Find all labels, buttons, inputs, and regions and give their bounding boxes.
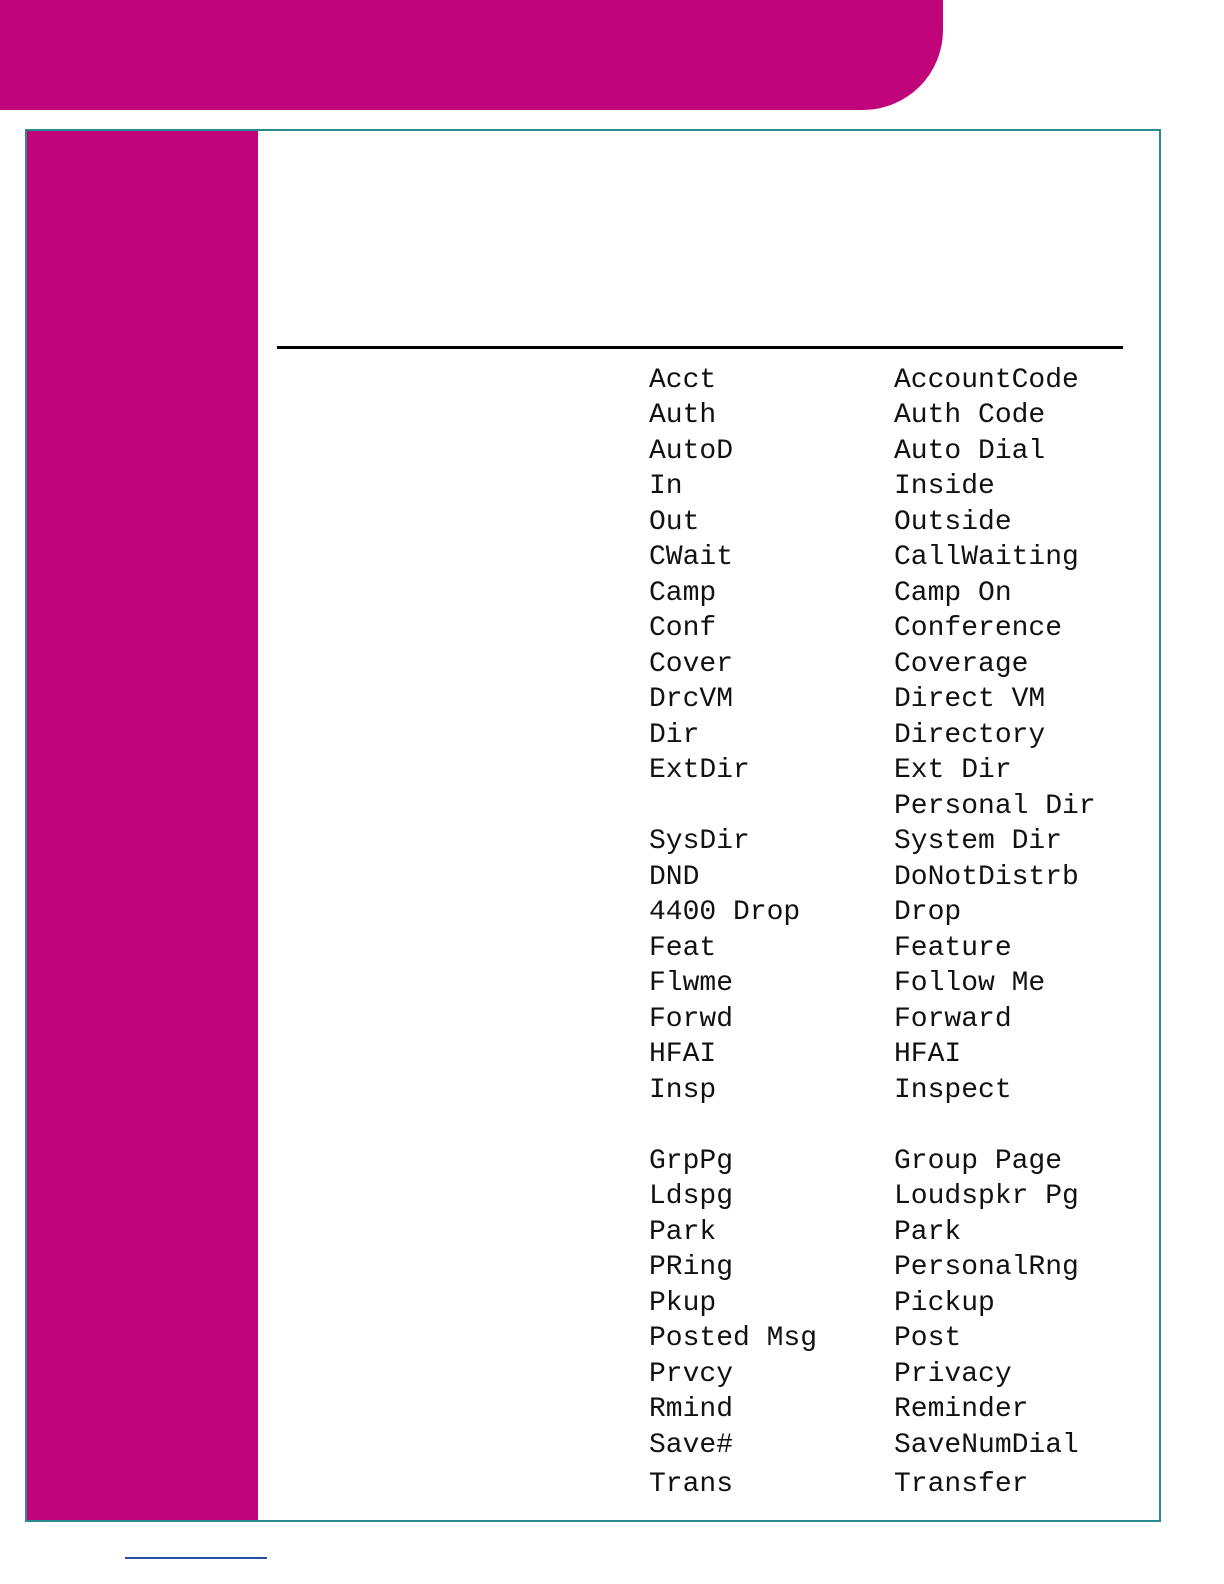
- feature-abbrev: Out: [649, 507, 700, 538]
- feature-abbrev: Forwd: [649, 1004, 734, 1035]
- feature-abbrev: Flwme: [649, 968, 734, 999]
- feature-abbrev: HFAI: [649, 1039, 717, 1070]
- feature-name: Inspect: [894, 1075, 1012, 1106]
- feature-abbrev: Rmind: [649, 1394, 734, 1425]
- feature-abbrev: SysDir: [649, 826, 750, 857]
- feature-name: Follow Me: [894, 968, 1046, 999]
- feature-name: Feature: [894, 933, 1012, 964]
- content-frame: [25, 129, 1161, 1522]
- feature-abbrev: Dir: [649, 720, 700, 751]
- feature-name: CallWaiting: [894, 542, 1079, 573]
- feature-abbrev: Insp: [649, 1075, 717, 1106]
- feature-abbrev: Cover: [649, 649, 734, 680]
- feature-name: SaveNumDial: [894, 1430, 1079, 1461]
- footer-rule: [125, 1557, 267, 1559]
- feature-name: Conference: [894, 613, 1063, 644]
- feature-name: Drop: [894, 897, 962, 928]
- feature-name: Privacy: [894, 1359, 1012, 1390]
- feature-abbrev: PRing: [649, 1252, 734, 1283]
- feature-name: Park: [894, 1217, 962, 1248]
- top-banner: [0, 0, 943, 110]
- feature-name: Outside: [894, 507, 1012, 538]
- feature-abbrev: Ldspg: [649, 1181, 734, 1212]
- feature-name: Coverage: [894, 649, 1029, 680]
- feature-abbrev: DND: [649, 862, 700, 893]
- feature-name: Post: [894, 1323, 962, 1354]
- feature-name: Auth Code: [894, 400, 1046, 431]
- feature-name: DoNotDistrb: [894, 862, 1079, 893]
- feature-name: PersonalRng: [894, 1252, 1079, 1283]
- feature-abbrev: Feat: [649, 933, 717, 964]
- feature-abbrev: 4400 Drop: [649, 897, 801, 928]
- feature-name: Pickup: [894, 1288, 995, 1319]
- feature-abbrev: Park: [649, 1217, 717, 1248]
- feature-name: Loudspkr Pg: [894, 1181, 1079, 1212]
- feature-name: AccountCode: [894, 365, 1079, 396]
- feature-abbrev: DrcVM: [649, 684, 734, 715]
- header-rule: [277, 346, 1123, 349]
- side-bar: [27, 131, 258, 1520]
- feature-abbrev: Conf: [649, 613, 717, 644]
- feature-abbrev: Prvcy: [649, 1359, 734, 1390]
- feature-abbrev: GrpPg: [649, 1146, 734, 1177]
- feature-name: Reminder: [894, 1394, 1029, 1425]
- feature-abbrev: Trans: [649, 1469, 734, 1500]
- feature-abbrev: ExtDir: [649, 755, 750, 786]
- feature-name: Group Page: [894, 1146, 1063, 1177]
- feature-name: Transfer: [894, 1469, 1029, 1500]
- feature-name: Inside: [894, 471, 995, 502]
- feature-name: System Dir: [894, 826, 1063, 857]
- feature-abbrev: In: [649, 471, 683, 502]
- feature-name: HFAI: [894, 1039, 962, 1070]
- feature-name: Direct VM: [894, 684, 1046, 715]
- feature-name: Forward: [894, 1004, 1012, 1035]
- feature-abbrev: Acct: [649, 365, 717, 396]
- feature-name: Directory: [894, 720, 1046, 751]
- feature-name: Auto Dial: [894, 436, 1046, 467]
- feature-abbrev: CWait: [649, 542, 734, 573]
- feature-abbrev: Auth: [649, 400, 717, 431]
- feature-abbrev: Save#: [649, 1430, 734, 1461]
- feature-name: Personal Dir: [894, 791, 1096, 822]
- feature-abbrev: AutoD: [649, 436, 734, 467]
- feature-name: Camp On: [894, 578, 1012, 609]
- feature-abbrev: Camp: [649, 578, 717, 609]
- feature-abbrev: Posted Msg: [649, 1323, 818, 1354]
- feature-name: Ext Dir: [894, 755, 1012, 786]
- feature-abbrev: Pkup: [649, 1288, 717, 1319]
